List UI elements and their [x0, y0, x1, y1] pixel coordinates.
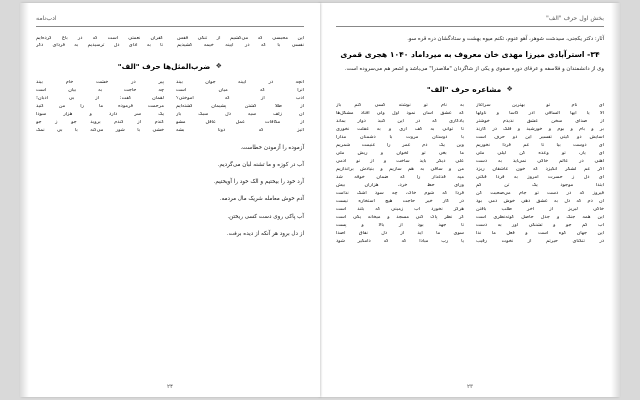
hemistich: علی دیگر باید ساخت و از نو آدمی	[336, 158, 464, 164]
hemistich: لقمان گفت: از بی ادبان!	[36, 95, 164, 101]
intro-paragraph: آثار: دکتر یکجنی، سیدشت شوهر، آهو عنوم، تکنم میوه بهشت و ستادگشان دره قره سو.	[407, 36, 604, 42]
hemistich: آتیز که دونا بشه	[176, 127, 304, 133]
hemistich: آب کم جو و تشنگی آور به دست	[476, 222, 604, 228]
hemistich: چه حاجت به بیان است	[36, 87, 164, 93]
hemistich: خاکی لبریز از آخر طلب بافتن	[476, 206, 604, 212]
hemistich: ادب از که آموختی؟	[176, 95, 304, 101]
proverb-list	[36, 145, 304, 238]
running-head-right: ادب‌نامه	[36, 15, 57, 22]
hemistich: آن زلف سیه دل سبک بار	[176, 111, 304, 117]
entry-body-paragraph: وی از دانشمندان و فلاسفه و عرفای دوره صفوی و یکی از شاگردان "ملاصدرا" می‌باشد و اشعر هم می‌سروده است.	[344, 66, 604, 73]
hemistich: ابتدا موجود یک تن کم	[476, 182, 604, 188]
verse-grid-right-page	[36, 80, 304, 136]
entry-title: ۳۴- استرآبادی میرزا مهدی خان معروف به میرداماد ۱۰۴۰ هجری قمری	[340, 50, 600, 60]
hemistich: ورای حظ خرد، هزاران بیش	[336, 182, 464, 188]
gutter-shadow-right	[20, 3, 29, 397]
hemistich: یادگاری که در این گنبد دوار بماند	[336, 118, 464, 124]
hemistich: از مکافات عمل غافل مشو	[176, 119, 304, 125]
hemistich: آن دم که دل به عشق دهی خوش دمی بود	[476, 198, 604, 204]
hemistich: در تنگنای حیرتم از نخوت رقیب	[476, 238, 604, 244]
section-heading-zarbolmasalha	[36, 62, 304, 71]
hemistich: تا جهد بود از بالا و پست	[336, 222, 464, 228]
hemistich: ای یار، تو وعده کن لیلی ملی	[476, 150, 604, 156]
hemistich: از طلا گشتن پشیمان گشته‌ایم	[176, 103, 304, 109]
list-item: آب در کوزه و ما تشنه لبان می‌گردیم.	[217, 162, 304, 169]
hemistich: در کار خیر حاجت هیچ استخاره نیست	[336, 198, 464, 204]
hemistich: گر نظر پاک کنی مسجد و میخانه یکی است	[336, 214, 464, 220]
header-rule-left	[336, 26, 604, 27]
hemistich: آهنی در عالم خاکی نمی‌آید به دست	[476, 158, 604, 164]
page-left	[320, 3, 620, 397]
hemistich: تا توانی به کف آری و به غفلت نخوری	[336, 126, 464, 132]
verse-grid-left-page	[336, 103, 604, 247]
hemistich: که عشق آسان نمود اول ولی افتاد مشکل‌ها	[336, 110, 464, 116]
hemistich: نفسی با که در آیینه خیمه کشیدیم	[177, 43, 304, 49]
section-heading-label: مشاعره حرف "الف"	[426, 84, 502, 94]
hemistich: اگر غم لشکر انگیزد که خون عاشقان ریزد	[476, 166, 604, 172]
hemistich: به نام تو نوشته کسی کتم باز	[336, 102, 464, 108]
verse-column-right	[176, 80, 304, 136]
hemistich: مرحمت فرموده ما را من کنید	[36, 103, 164, 109]
hemistich: از صدای سخن عشق ندیدم خوشتر	[476, 118, 604, 124]
hemistich: خشی با شور می‌کنه با بی نمک	[36, 127, 164, 133]
hemistich: ما بغی تو لخوان و ریش ملی	[336, 150, 464, 156]
hemistich: پیر در خشت خام بیند	[36, 79, 164, 85]
hemistich: فیروز که در دست تو جام می‌صحبت کن	[476, 190, 604, 196]
hemistich: من و ساقی به هم سازیم و بنیادش براندازیم	[336, 166, 464, 172]
hemistich: مپه قدغدار را که ضمان خوفه شد	[336, 174, 464, 180]
list-item: از دل برود هر آنکه از دیده برفت.	[226, 230, 304, 237]
hemistich: فردا که شوم خاک، چه سود اشک ندامت	[336, 190, 464, 196]
hemistich: آنرا که میان است	[176, 87, 304, 93]
hemistich: یک سر دارد و هزار سودا	[36, 111, 164, 117]
hemistich: یا رب مبادا که که دامگیر شود	[336, 238, 464, 244]
hemistich: الا یا ایها الساقی ادر کأسا و ناولها	[476, 110, 604, 116]
hemistich: ای دل ز حسرت امروز به فردا فکنی	[476, 174, 604, 180]
diamond-icon: ❖	[215, 61, 222, 70]
hemistich: این همه جنگ و جدل حاصل کوته‌نظری است	[476, 214, 604, 220]
hemistich: بر و بام و بوم و خورشید و فلک در کارند	[476, 126, 604, 132]
running-head-left: بخش اول حرف "الف"	[545, 15, 604, 22]
hemistich: این محبسی که می‌کشیم از تنگی قفس	[177, 36, 304, 41]
list-item: آدم خوش معامله شریک مال مردمه.	[219, 196, 304, 203]
hemistich: ای دوست بیا تا غم فردا نخوریم	[476, 142, 604, 148]
header-rule-right	[36, 26, 304, 27]
hemistich: این جهان کوه است و فعل ما ندا	[476, 230, 604, 236]
hemistich: آنچه در آیینه جوان بیند	[176, 79, 304, 85]
list-item: آب پاکی روی دست کسی ریختن.	[227, 213, 304, 220]
verse-column-right	[476, 103, 604, 247]
hemistich: وین یک دم عمر را غنیمت شمریم	[336, 142, 464, 148]
hemistich: سوی ما آید از دل نفاق اصدا	[336, 230, 464, 236]
hemistich: هرگز نخورد آب زمینی که بلند است	[336, 206, 464, 212]
couplet-row	[36, 36, 304, 51]
verse-column-left	[336, 103, 464, 247]
verse-column-left	[36, 80, 164, 136]
hemistich: آسایش دو گیتی تفسیر این دو حرف است	[476, 134, 604, 140]
folio-right: ۲۴	[166, 384, 173, 390]
diamond-icon: ❖	[506, 84, 513, 93]
hemistich: ای نام تو بهترین سرآغاز	[476, 102, 604, 108]
list-item: آرد خود را بیختیم و الک خود را آویختیم.	[213, 179, 304, 186]
folio-left: ۲۳	[466, 384, 473, 390]
hemistich: کفران نعمتی است که در باغ کرده‌ایم	[36, 36, 163, 41]
section-heading-label: ضرب‌المثل‌ها حرف "الف"	[117, 61, 211, 71]
hemistich: تا به ادای دل ترسیدیم به فردای دگر	[36, 43, 163, 49]
gutter-shadow-left	[611, 3, 620, 397]
hemistich: با دوستان مروت با دشمنان مدارا	[336, 134, 464, 140]
hemistich: گندم از گندم بروید جو ز جو	[36, 119, 164, 125]
page-right	[20, 3, 320, 397]
list-item: آزموده را آزمودن خطاست.	[240, 144, 304, 151]
section-heading-mosharee	[336, 85, 604, 94]
